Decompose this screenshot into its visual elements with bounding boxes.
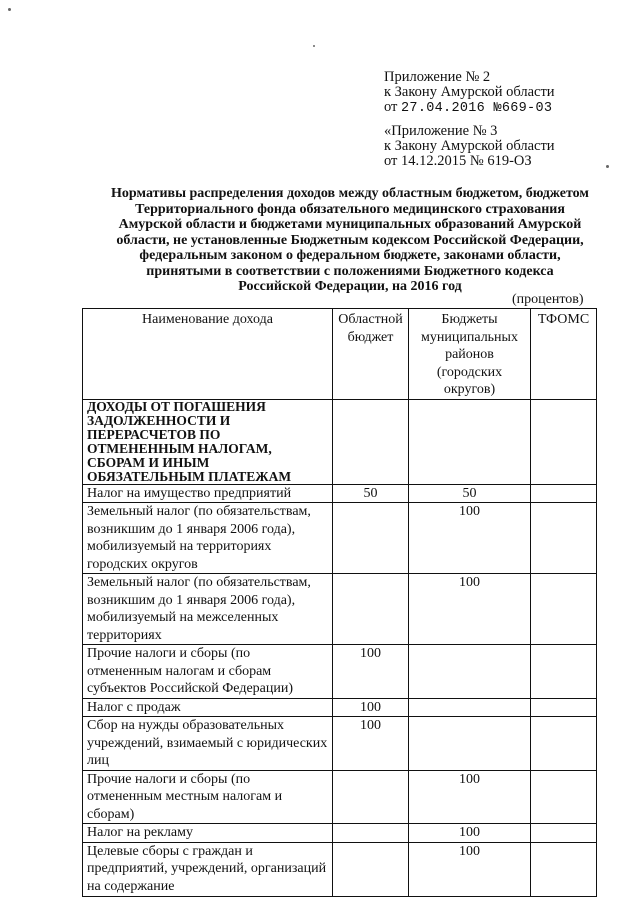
- revenue-norms-table: [82, 308, 597, 897]
- table-row: [83, 824, 597, 843]
- table-row: [83, 770, 597, 824]
- municipal-budget-cell: [409, 698, 531, 717]
- municipal-budget-cell: [409, 717, 531, 771]
- income-name-cell: Земельный налог (по обязательствам, возникшим до 1 января 2006 года), мобилизуемый на межселенных территориях: [83, 574, 333, 645]
- appendix-2-block: [384, 70, 555, 116]
- header-municipal-budgets: Бюджеты муниципальных районов (городских округов): [409, 309, 531, 400]
- municipal-budget-cell: 100: [409, 503, 531, 574]
- table-row: [83, 399, 597, 484]
- tfoms-cell: [531, 698, 597, 717]
- scan-speck: [8, 8, 11, 11]
- income-name-cell: Прочие налоги и сборы (по отмененным налогам и сборам субъектов Российской Федерации): [83, 645, 333, 699]
- regional-budget-cell: [333, 399, 409, 484]
- table-row: [83, 698, 597, 717]
- tfoms-cell: [531, 824, 597, 843]
- appendix-3-number: «Приложение № 3: [384, 123, 498, 139]
- table-row: [83, 574, 597, 645]
- appendix-2-number: Приложение № 2: [384, 69, 491, 85]
- appendix-3-date: от 14.12.2015 № 619-ОЗ: [384, 153, 532, 169]
- units-label: (процентов): [512, 292, 584, 307]
- regional-budget-cell: [333, 770, 409, 824]
- income-name-cell: Налог на рекламу: [83, 824, 333, 843]
- scan-speck: [313, 45, 315, 47]
- tfoms-cell: [531, 842, 597, 896]
- income-name-cell: Земельный налог (по обязательствам, возникшим до 1 января 2006 года), мобилизуемый на территориях городских округов: [83, 503, 333, 574]
- table-body: [83, 399, 597, 896]
- table-row: [83, 484, 597, 503]
- municipal-budget-cell: [409, 645, 531, 699]
- municipal-budget-cell: 100: [409, 574, 531, 645]
- appendix-2-date-prefix: от: [384, 99, 398, 115]
- regional-budget-cell: 100: [333, 645, 409, 699]
- municipal-budget-cell: 100: [409, 842, 531, 896]
- header-income-name: Наименование дохода: [83, 309, 333, 400]
- income-name-cell: Целевые сборы с граждан и предприятий, учреждений, организаций на содержание: [83, 842, 333, 896]
- regional-budget-cell: 100: [333, 717, 409, 771]
- document-title: Нормативы распределения доходов между областным бюджетом, бюджетом Территориального фонда обязательного медицинского страхования Амурской области и бюджетами муниципальных образований Амурской области, не установленные Бюджетным кодексом Российской Федерации, федеральным законом о федеральном бюджете, законами области, принятыми в соответствии с положениями Бюджетного кодекса Российской Федерации, на 2016 год: [111, 186, 589, 294]
- header-tfoms: ТФОМС: [531, 309, 597, 400]
- regional-budget-cell: 100: [333, 698, 409, 717]
- table-row: [83, 645, 597, 699]
- regional-budget-cell: [333, 842, 409, 896]
- appendix-3-law: к Закону Амурской области: [384, 138, 555, 154]
- income-name-cell: Сбор на нужды образовательных учреждений, взимаемый с юридических лиц: [83, 717, 333, 771]
- municipal-budget-cell: 50: [409, 484, 531, 503]
- municipal-budget-cell: 100: [409, 770, 531, 824]
- appendix-2-date: [384, 100, 555, 116]
- scan-speck: [606, 165, 609, 168]
- table-header-row: [83, 309, 597, 400]
- tfoms-cell: [531, 484, 597, 503]
- appendix-3-block: [384, 124, 555, 169]
- municipal-budget-cell: [409, 399, 531, 484]
- income-name-cell: Налог на имущество предприятий: [83, 484, 333, 503]
- municipal-budget-cell: 100: [409, 824, 531, 843]
- header-regional-budget: Областной бюджет: [333, 309, 409, 400]
- income-name-cell: Прочие налоги и сборы (по отмененным местным налогам и сборам): [83, 770, 333, 824]
- income-name-cell: ДОХОДЫ ОТ ПОГАШЕНИЯ ЗАДОЛЖЕННОСТИ И ПЕРЕРАСЧЕТОВ ПО ОТМЕНЕННЫМ НАЛОГАМ, СБОРАМ И ИНЫМ ОБЯЗАТЕЛЬНЫМ ПЛАТЕЖАМ: [83, 399, 333, 484]
- regional-budget-cell: [333, 574, 409, 645]
- tfoms-cell: [531, 574, 597, 645]
- table-row: [83, 842, 597, 896]
- tfoms-cell: [531, 770, 597, 824]
- tfoms-cell: [531, 717, 597, 771]
- appendix-2-date-stamp: 27.04.2016 №669-03: [401, 101, 553, 116]
- table-row: [83, 717, 597, 771]
- income-name-cell: Налог с продаж: [83, 698, 333, 717]
- regional-budget-cell: [333, 824, 409, 843]
- tfoms-cell: [531, 399, 597, 484]
- regional-budget-cell: 50: [333, 484, 409, 503]
- appendix-2-law: к Закону Амурской области: [384, 84, 555, 100]
- tfoms-cell: [531, 645, 597, 699]
- regional-budget-cell: [333, 503, 409, 574]
- tfoms-cell: [531, 503, 597, 574]
- table-row: [83, 503, 597, 574]
